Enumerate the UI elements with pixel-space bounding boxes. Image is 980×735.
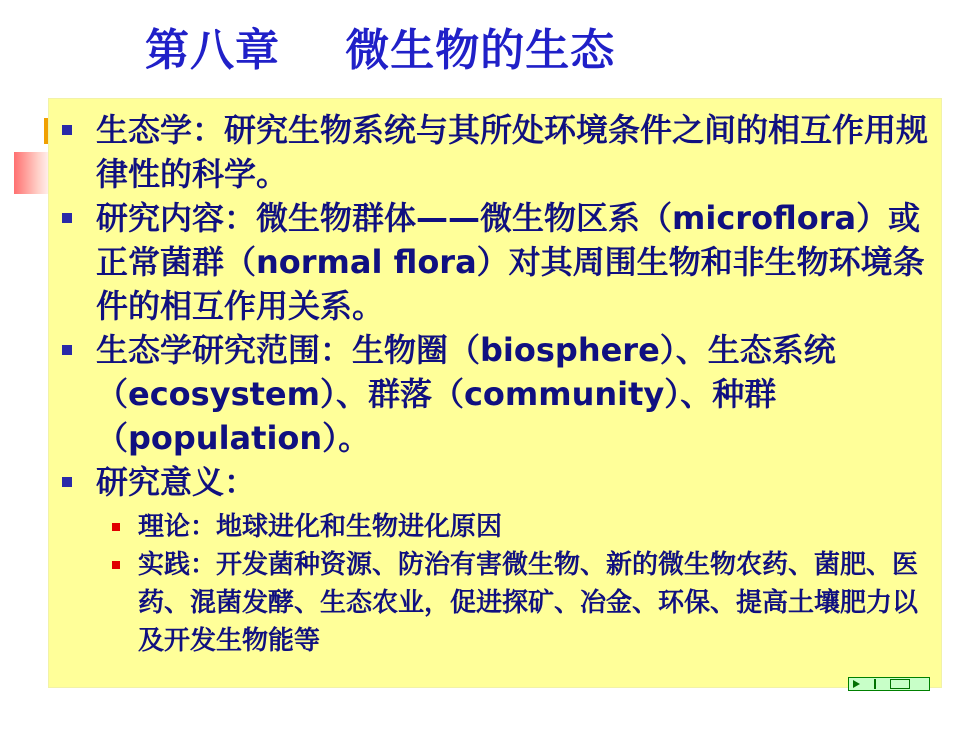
sub-bullet-list xyxy=(96,508,928,660)
menu-box-icon xyxy=(890,679,910,689)
divider xyxy=(874,679,876,689)
nav-next-button[interactable] xyxy=(848,677,930,691)
small-square-bullet-icon xyxy=(112,561,120,569)
bullet-text: 研究内容：微生物群体——微生物区系（microflora）或正常菌群（normal flora）对其周围生物和非生物环境条件的相互作用关系。 xyxy=(96,199,925,325)
sub-bullet-text: 理论：地球进化和生物进化原因 xyxy=(138,512,503,542)
bullet-text: 生态学研究范围：生物圈（biosphere）、生态系统（ecosystem）、群落（community）、种群（population）。 xyxy=(96,331,836,457)
bullet-text: 生态学：研究生物系统与其所处环境条件之间的相互作用规律性的科学。 xyxy=(96,111,929,193)
square-bullet-icon xyxy=(62,345,72,355)
bullet-item-ecology-definition xyxy=(58,108,928,196)
bullet-list xyxy=(58,108,928,660)
bullet-item-research-significance xyxy=(58,460,928,660)
small-square-bullet-icon xyxy=(112,523,120,531)
square-bullet-icon xyxy=(62,477,72,487)
bullet-text: 研究意义： xyxy=(96,463,257,501)
bullet-item-research-scope xyxy=(58,328,928,460)
decorative-tick xyxy=(44,118,48,144)
square-bullet-icon xyxy=(62,125,72,135)
play-next-icon xyxy=(853,680,860,688)
bullet-item-research-content xyxy=(58,196,928,328)
sub-bullet-text: 实践：开发菌种资源、防治有害微生物、新的微生物农药、菌肥、医药、混菌发酵、生态农业，促进探矿、冶金、环保、提高土壤肥力以及开发生物能等 xyxy=(138,550,919,656)
sub-bullet-theory xyxy=(96,508,928,546)
sub-bullet-practice xyxy=(96,546,928,660)
square-bullet-icon xyxy=(62,213,72,223)
slide-title: 第八章 微生物的生态 xyxy=(145,25,616,76)
